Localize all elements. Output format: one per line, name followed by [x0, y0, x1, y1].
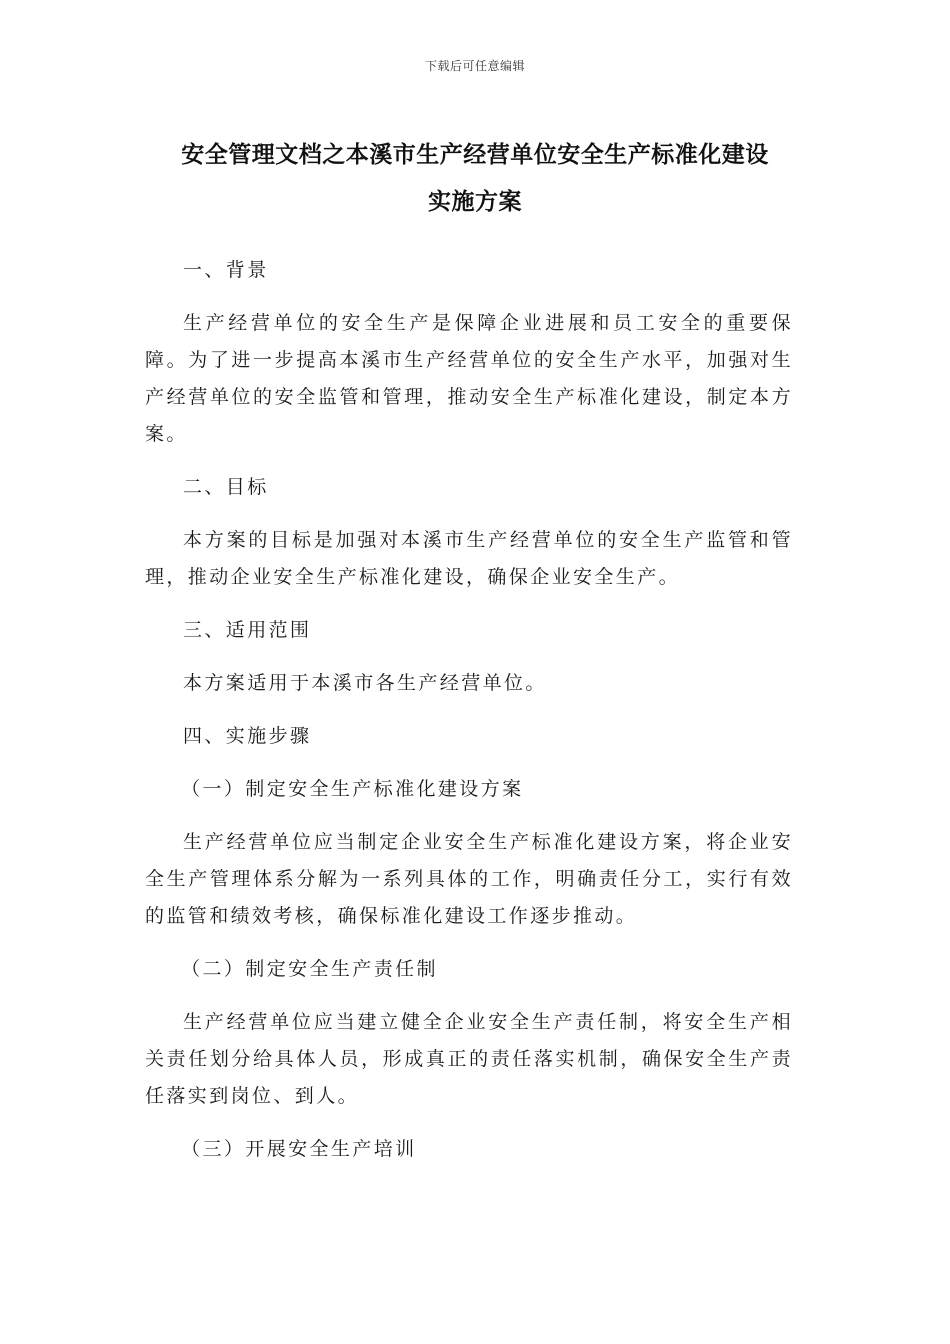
document-body: [145, 252, 793, 1184]
paragraph-step-2: 生产经营单位应当建立健全企业安全生产责任制，将安全生产相关责任划分给具体人员，形成真正的责任落实机制，确保安全生产责任落实到岗位、到人。: [145, 1011, 793, 1107]
subheading-step-2: （二）制定安全生产责任制: [181, 958, 438, 980]
paragraph-goal: 本方案的目标是加强对本溪市生产经营单位的安全生产监管和管理，推动企业安全生产标准化建设，确保企业安全生产。: [145, 529, 793, 588]
section-heading-scope: 三、适用范围: [183, 619, 312, 641]
section-heading-background: 一、背景: [183, 259, 269, 281]
paragraph-background: 生产经营单位的安全生产是保障企业进展和员工安全的重要保障。为了进一步提高本溪市生产经营单位的安全生产水平，加强对生产经营单位的安全监管和管理，推动安全生产标准化建设，制定本方案。: [145, 312, 793, 445]
title-line-1: 安全管理文档之本溪市生产经营单位安全生产标准化建设: [181, 142, 769, 168]
section-heading-steps: 四、实施步骤: [183, 725, 312, 747]
subheading-step-3: （三）开展安全生产培训: [181, 1138, 417, 1160]
section-heading-goal: 二、目标: [183, 476, 269, 498]
header-note: 下载后可任意编辑: [424, 59, 525, 73]
document-title: [120, 132, 830, 226]
title-line-2: 实施方案: [428, 189, 522, 215]
subheading-step-1: （一）制定安全生产标准化建设方案: [181, 778, 524, 800]
paragraph-step-1: 生产经营单位应当制定企业安全生产标准化建设方案，将企业安全生产管理体系分解为一系列具体的工作，明确责任分工，实行有效的监管和绩效考核，确保标准化建设工作逐步推动。: [145, 831, 793, 927]
paragraph-scope: 本方案适用于本溪市各生产经营单位。: [183, 672, 547, 694]
